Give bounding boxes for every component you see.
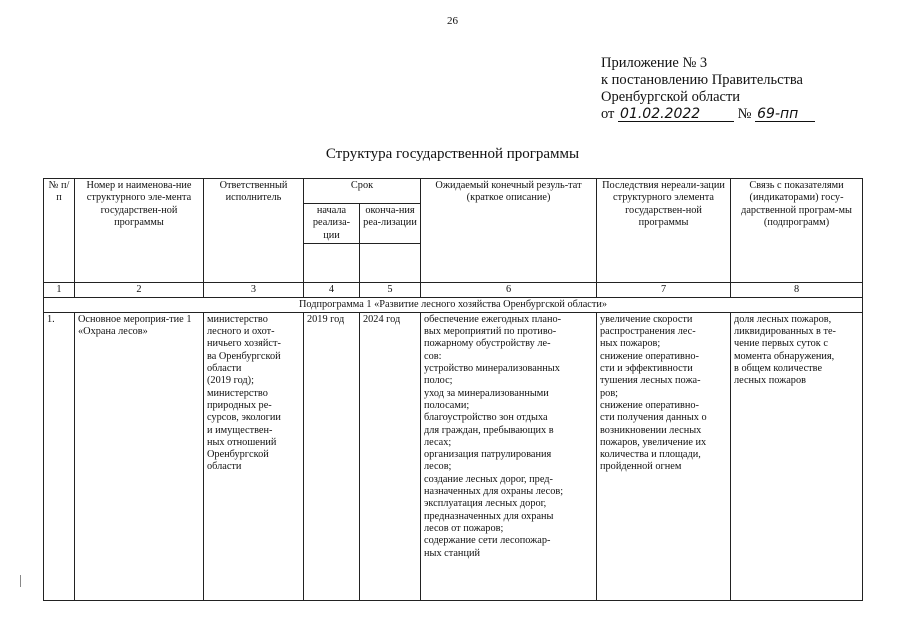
appendix-line-2: к постановлению Правительства <box>601 72 803 88</box>
text-line: области <box>207 461 242 473</box>
text-line: эксплуатация лесных дорог, <box>424 498 547 510</box>
row-result <box>421 312 597 600</box>
header-num: № п/п <box>44 179 75 283</box>
program-structure-table <box>43 178 863 601</box>
column-number-row <box>44 282 863 297</box>
header-indicators: Связь с показателями (индикаторами) госу-дарственной програм-мы (подпрограмм) <box>731 179 863 283</box>
column-number: 1 <box>44 282 75 297</box>
document-title: Структура государственной программы <box>325 146 580 162</box>
text-line: снижение оперативно- <box>600 350 699 362</box>
text-line: организация патрулирования <box>424 449 552 461</box>
text-line: пожаров, увеличение их <box>600 436 707 448</box>
text-line: лесов от пожаров; <box>424 522 504 534</box>
text-line: для граждан, пребывающих в <box>424 424 554 436</box>
text-line: и имуществен- <box>207 424 273 436</box>
text-line: обеспечение ежегодных плано- <box>424 313 562 325</box>
row-element: Основное мероприя-тие 1 «Охрана лесов» <box>75 312 204 600</box>
text-line: вых мероприятий по противо- <box>424 326 557 338</box>
text-line: предназначенных для охраны <box>424 510 554 522</box>
column-number: 4 <box>304 282 360 297</box>
header-end: оконча-ния реа-лизации <box>360 204 421 244</box>
from-label: от <box>601 106 615 122</box>
text-line: сурсов, экологии <box>207 412 281 424</box>
text-line: распространения лес- <box>600 326 696 338</box>
subprogram-row <box>44 297 863 312</box>
table-row <box>44 312 863 600</box>
text-line: (2019 год); <box>207 375 254 387</box>
text-line: устройство минерализованных <box>424 363 560 375</box>
decree-date: 01.02.2022 <box>618 107 734 122</box>
text-line: лесов; <box>424 461 452 473</box>
column-number: 7 <box>597 282 731 297</box>
text-line: лесах; <box>424 436 452 448</box>
text-line: благоустройство зон отдыха <box>424 412 548 424</box>
text-line: сов: <box>424 350 442 362</box>
header-start: начала реализа-ции <box>304 204 360 244</box>
row-executor <box>204 312 304 600</box>
column-number: 5 <box>360 282 421 297</box>
row-end-year: 2024 год <box>360 312 421 600</box>
text-line: в общем количестве <box>734 363 823 375</box>
appendix-line-3: Оренбургской области <box>601 89 741 105</box>
appendix-line-4 <box>601 106 815 123</box>
text-line: чение первых суток с <box>734 338 828 350</box>
column-number: 8 <box>731 282 863 297</box>
text-line: природных ре- <box>207 399 272 411</box>
header-start-blank <box>304 243 360 282</box>
header-end-blank <box>360 243 421 282</box>
text-line: ных станций <box>424 547 480 559</box>
column-number: 6 <box>421 282 597 297</box>
text-line: министерство <box>207 387 268 399</box>
text-line: сти получения данных о <box>600 412 707 424</box>
text-line: области <box>207 363 242 375</box>
text-line: ных пожаров; <box>600 338 661 350</box>
text-line: уход за минерализованными <box>424 387 549 399</box>
subprogram-title: Подпрограмма 1 «Развитие лесного хозяйства Оренбургской области» <box>44 297 863 312</box>
row-indicators <box>731 312 863 600</box>
text-line: возникновении лесных <box>600 424 702 436</box>
text-line: лесных пожаров <box>734 375 806 387</box>
text-line: ва Оренбургской <box>207 350 281 362</box>
appendix-block <box>601 55 815 123</box>
number-label: № <box>737 106 752 122</box>
header-term: Срок <box>304 179 421 204</box>
text-line: Оренбургской <box>207 449 269 461</box>
text-line: министерство <box>207 313 268 325</box>
text-line: полос; <box>424 375 453 387</box>
text-line: ров; <box>600 387 619 399</box>
text-line: количества и площади, <box>600 449 701 461</box>
header-row-1 <box>44 179 863 204</box>
header-result: Ожидаемый конечный резуль-тат (краткое описание) <box>421 179 597 283</box>
row-num: 1. <box>44 312 75 600</box>
text-line: полосами; <box>424 399 470 411</box>
text-line: тушения лесных пожа- <box>600 375 701 387</box>
text-line: ных отношений <box>207 436 277 448</box>
header-element: Номер и наименова-ние структурного эле-мента государствен-ной программы <box>75 179 204 283</box>
text-line: пройденной огнем <box>600 461 682 473</box>
header-consequences: Последствия нереали-зации структурного элемента государствен-ной программы <box>597 179 731 283</box>
text-line: доля лесных пожаров, <box>734 313 832 325</box>
row-consequences <box>597 312 731 600</box>
text-line: момента обнаружения, <box>734 350 835 362</box>
column-number: 2 <box>75 282 204 297</box>
text-line: увеличение скорости <box>600 313 693 325</box>
appendix-line-1: Приложение № 3 <box>601 55 708 71</box>
header-executor: Ответственный исполнитель <box>204 179 304 283</box>
text-line: назначенных для охраны лесов; <box>424 486 564 498</box>
scan-margin-mark <box>20 575 21 587</box>
text-line: создание лесных дорог, пред- <box>424 473 553 485</box>
text-line: ничьего хозяйст- <box>207 338 281 350</box>
text-line: пожарному обустройству ле- <box>424 338 551 350</box>
text-line: лесного и охот- <box>207 326 275 338</box>
row-start-year: 2019 год <box>304 312 360 600</box>
text-line: содержание сети лесопожар- <box>424 535 551 547</box>
text-line: сти и эффективности <box>600 363 693 375</box>
page-number: 26 <box>447 15 458 27</box>
text-line: снижение оперативно- <box>600 399 699 411</box>
text-line: ликвидированных в те- <box>734 326 836 338</box>
decree-number: 69-пп <box>755 107 815 122</box>
column-number: 3 <box>204 282 304 297</box>
